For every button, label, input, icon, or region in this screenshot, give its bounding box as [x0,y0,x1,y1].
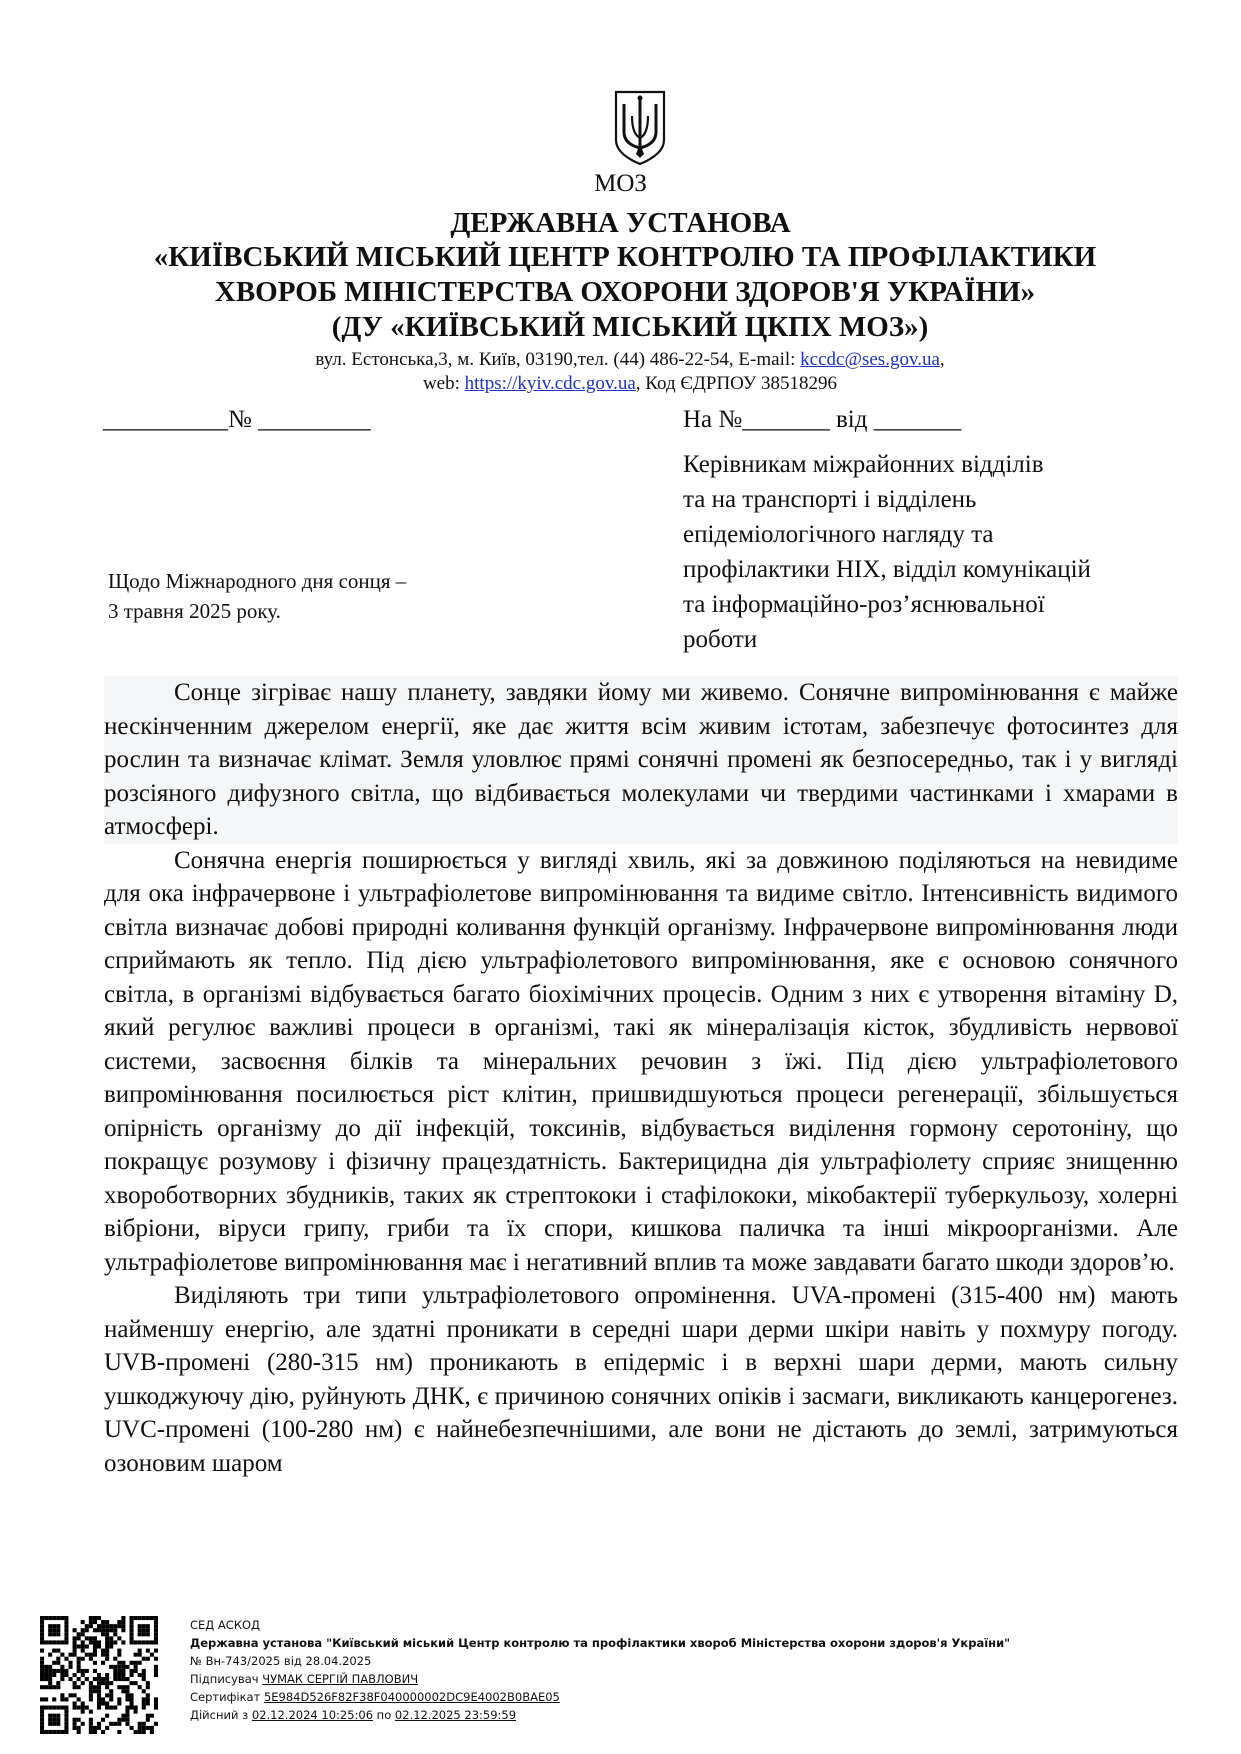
signature-details [190,1616,1010,1724]
subject-line: 3 травня 2025 року. [108,599,281,623]
org-title-line2: «КИЇВСЬКИЙ МІСЬКИЙ ЦЕНТР КОНТРОЛЮ ТА ПРОФІЛАКТИКИ [153,241,1097,273]
org-title-line3: ХВОРОБ МІНІСТЕРСТВА ОХОРОНИ ЗДОРОВ'Я УКРАЇНИ» [214,276,1036,308]
body-paragraph: Сонячна енергія поширюється у вигляді хвиль, які за довжиною поділяються на невидиме для ока інфрачервоне і ультрафіолетове випромінювання та видиме світло. Інтенсивність видимого світла визначає добові природні коливання функцій організму. Інфрачервоне випромінювання люди сприймають як тепло. Під дією ультрафіолетового випромінювання, яке є основою сонячного світла, в організмі відбувається багато біохімічних процесів. Одним з них є утворення вітаміну D, який регулює важливі процеси в організмі, такі як мінералізація кісток, збудливість нервової системи, засвоєння білків та мінеральних речовин з їжі. Під дією ультрафіолетового випромінювання посилюється ріст клітин, пришвидшуються процеси регенерації, збільшується опірність організму до дії інфекцій, токсинів, відбувається виділення гормону серотоніну, що покращує розумову і фізичну працездатність. Бактерицидна дія ультрафіолету сприяє знищенню хвороботворних збудників, таких як стрептококи і стафілококи, мікобактерії туберкульозу, холерні вібріони, віруси грипу, гриби та їх спори, кишкова паличка та інші мікроорганізми. Але ультрафіолетове випромінювання має і негативний вплив та може завдавати багато шкоди здоров’ю. [104,846,1178,1276]
subject-line: Щодо Міжнародного дня сонця – [108,569,407,593]
signer-line [190,1670,1010,1688]
letter-body [104,676,1178,1480]
address-text: вул. Естонська,3, м. Київ, 03190,тел. (44) 486-22-54, E-mail: [315,349,801,370]
recipient-line: та на транспорті і відділень [683,486,977,513]
e-signature-stamp [40,1616,1140,1734]
subject-block [108,566,508,626]
signer-label: Підписувач [190,1672,263,1686]
incoming-number-line: На №_______ від _______ [683,406,962,433]
address-line [200,348,1060,372]
recipient-block [683,447,1203,657]
ministry-label: МОЗ [594,170,647,197]
valid-to: 02.12.2025 23:59:59 [394,1708,517,1722]
body-paragraph: Сонце зігріває нашу планету, завдяки йому ми живемо. Сонячне випромінювання є майже нескінченним джерелом енергії, яке дає життя всім живим істотам, забезпечує фотосинтез для рослин та визначає клімат. Земля уловлює прямі сонячні промені як безпосередньо, так і у вигляді розсіяного дифузного світла, що відбивається молекулами чи твердими частинками і хмарами в атмосфері. [104,676,1178,844]
web-line [200,372,1060,396]
valid-from: 02.12.2024 10:25:06 [251,1708,374,1722]
certificate-label: Сертифікат [190,1690,264,1704]
recipient-line: епідеміологічного нагляду та [683,521,994,548]
body-paragraph: Виділяють три типи ультрафіолетового опромінення. UVA-промені (315-400 нм) мають найменшу енергію, але здатні проникати в середні шари дерми шкіри навіть у похмуру погоду. UVB-промені (280-315 нм) проникають в епідерміс і в верхні шари дерми, мають сильну ушкоджуючу дію, руйнують ДНК, є причиною сонячних опіків і засмаги, викликають канцерогенез. UVC-промені (100-280 нм) є найнебезпечнішими, але вони не дістають до землі, затримуються озоновим шаром [104,1282,1178,1477]
trident-emblem-icon [610,88,670,168]
outgoing-number-line: __________№ _________ [103,406,371,433]
validity-separator: по [373,1708,395,1722]
certificate-line [190,1688,1010,1706]
web-label: web: [422,373,465,394]
edms-system-label: СЕД АСКОД [190,1618,261,1632]
edrpou-code: , Код ЄДРПОУ 38518296 [635,373,838,394]
signer-name: ЧУМАК СЕРГІЙ ПАВЛОВИЧ [262,1672,419,1686]
validity-line [190,1706,1010,1724]
address-comma: , [939,349,945,370]
recipient-line: роботи [683,626,758,653]
recipient-line: профілактики НІХ, відділ комунікацій [683,556,1091,583]
document-number: № Вн-743/2025 від 28.04.2025 [190,1654,372,1668]
stamp-org-name: Державна установа "Київський міський Центр контролю та профілактики хвороб Міністерства охорони здоров'я України" [190,1636,1011,1650]
qr-code-icon [40,1616,158,1734]
certificate-serial: 5E984D526F82F38F040000002DC9E4002B0BAE05 [263,1690,560,1704]
email-link[interactable]: kccdc@ses.gov.ua [800,349,940,370]
org-title-line1: ДЕРЖАВНА УСТАНОВА [450,207,791,239]
recipient-line: Керівникам міжрайонних відділів [683,451,1044,478]
org-short-name: (ДУ «КИЇВСЬКИЙ МІСЬКИЙ ЦКПХ МОЗ») [331,311,929,343]
web-link[interactable]: https://kyiv.cdc.gov.ua [464,373,636,394]
validity-label: Дійсний з [190,1708,252,1722]
recipient-line: та інформаційно-роз’яснювальної [683,591,1045,618]
